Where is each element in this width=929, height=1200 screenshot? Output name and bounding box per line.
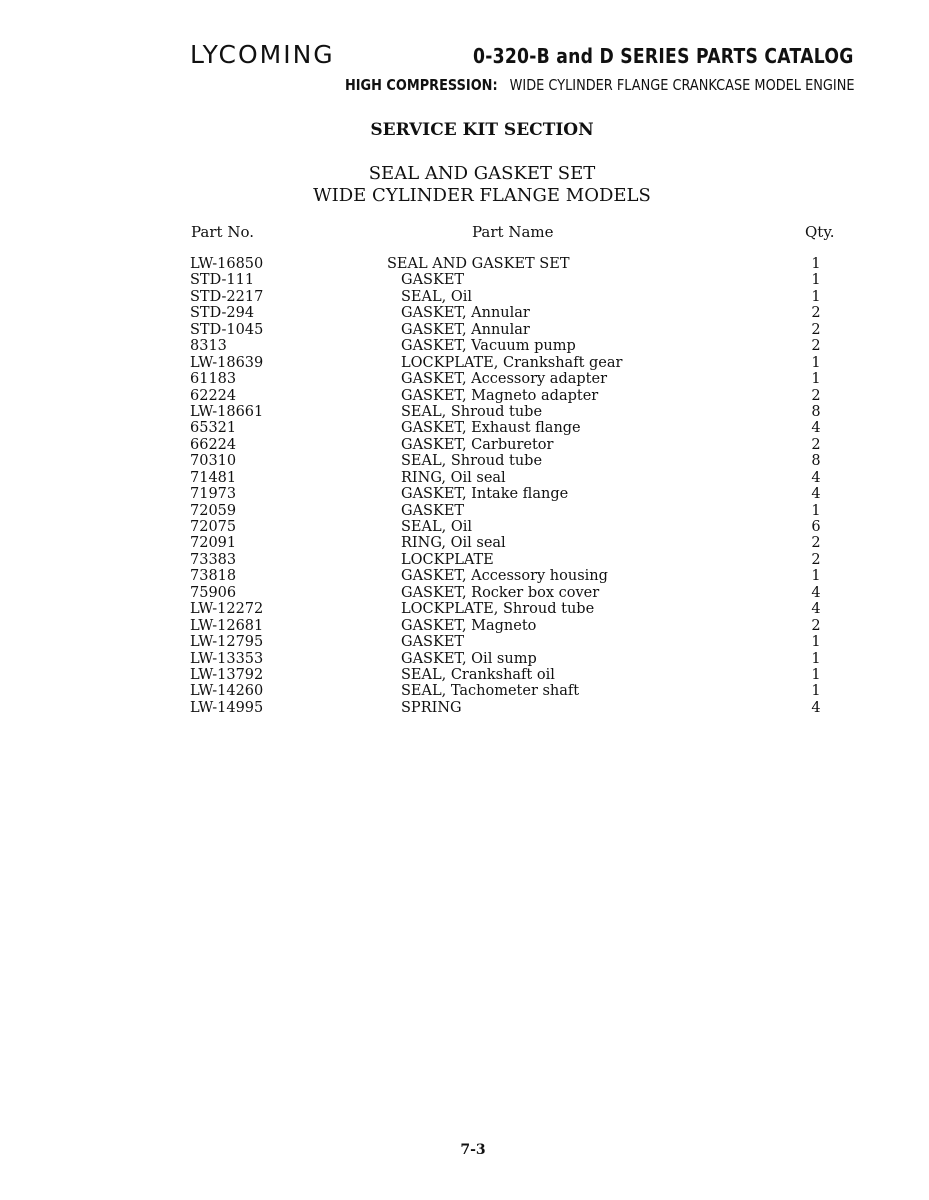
parts-row: [0, 322, 929, 338]
part-number-cell: LW-12795: [190, 634, 264, 651]
parts-row: [0, 289, 929, 305]
part-name-cell: GASKET: [401, 502, 465, 519]
brand-logo: LYCOMING: [190, 40, 335, 69]
quantity-cell: 1: [811, 272, 821, 289]
part-number-cell: LW-14995: [190, 699, 264, 716]
quantity-cell: 8: [811, 453, 821, 470]
parts-row: [0, 388, 929, 404]
part-number-cell: 61183: [190, 371, 237, 388]
part-name-cell: GASKET: [401, 272, 465, 289]
part-number-cell: 73818: [190, 568, 237, 585]
part-number-cell: LW-12681: [190, 617, 264, 634]
quantity-cell: 4: [811, 601, 821, 618]
part-number-cell: 72059: [190, 502, 237, 519]
parts-row: [0, 338, 929, 354]
quantity-cell: 2: [811, 551, 821, 568]
part-name-cell: SEAL, Oil: [401, 288, 472, 305]
part-name-cell: SEAL AND GASKET SET: [387, 256, 570, 272]
column-header-part-name: Part Name: [472, 223, 554, 241]
parts-row: [0, 634, 929, 650]
quantity-cell: 2: [811, 387, 821, 404]
column-header-part-no: Part No.: [191, 223, 254, 241]
part-number-cell: LW-18639: [190, 354, 264, 371]
quantity-cell: 4: [811, 584, 821, 601]
part-name-cell: GASKET, Annular: [401, 305, 530, 322]
part-name-cell: GASKET, Annular: [401, 321, 530, 338]
section-title: SERVICE KIT SECTION: [370, 120, 594, 140]
part-number-cell: LW-13353: [190, 650, 264, 667]
parts-row: [0, 470, 929, 486]
quantity-cell: 4: [811, 699, 821, 716]
part-name-cell: SEAL, Tachometer shaft: [401, 683, 580, 700]
part-number-cell: 72091: [190, 535, 237, 552]
parts-list: [0, 256, 929, 716]
part-name-cell: GASKET, Intake flange: [401, 486, 569, 503]
quantity-cell: 1: [811, 502, 821, 519]
subtitle-label: HIGH COMPRESSION:: [344, 76, 498, 94]
part-name-cell: SEAL, Shroud tube: [401, 403, 543, 420]
subtitle-text: WIDE CYLINDER FLANGE CRANKCASE MODEL ENGINE: [509, 76, 854, 94]
part-name-cell: SPRING: [401, 699, 462, 716]
part-name-cell: RING, Oil seal: [401, 469, 506, 486]
part-number-cell: LW-12272: [190, 601, 264, 618]
parts-row: [0, 601, 929, 617]
quantity-cell: 6: [811, 519, 821, 535]
catalog-title: 0-320-B and D SERIES PARTS CATALOG: [473, 44, 854, 68]
parts-row: [0, 585, 929, 601]
quantity-cell: 2: [811, 617, 821, 634]
part-number-cell: STD-1045: [190, 321, 264, 338]
part-number-cell: 75906: [190, 584, 237, 601]
parts-row: [0, 700, 929, 716]
part-name-cell: SEAL, Crankshaft oil: [401, 666, 555, 683]
part-name-cell: GASKET, Exhaust flange: [401, 420, 581, 437]
part-name-cell: GASKET, Magneto adapter: [401, 387, 599, 404]
part-number-cell: STD-111: [190, 272, 255, 289]
parts-row: [0, 519, 929, 535]
quantity-cell: 1: [811, 371, 821, 388]
quantity-cell: 4: [811, 486, 821, 503]
kit-heading: [0, 163, 929, 207]
part-number-cell: STD-2217: [190, 288, 264, 305]
parts-row: [0, 420, 929, 436]
parts-row: [0, 503, 929, 519]
quantity-cell: 1: [811, 683, 821, 700]
quantity-cell: 4: [811, 469, 821, 486]
quantity-cell: 2: [811, 535, 821, 552]
parts-row: [0, 667, 929, 683]
quantity-cell: 1: [811, 256, 821, 272]
part-name-cell: LOCKPLATE: [401, 551, 494, 568]
parts-row: [0, 355, 929, 371]
part-number-cell: 71481: [190, 469, 237, 486]
parts-row: [0, 683, 929, 699]
quantity-cell: 1: [811, 568, 821, 585]
catalog-subtitle: [344, 76, 854, 94]
column-header-qty: Qty.: [805, 223, 835, 241]
part-number-cell: 65321: [190, 420, 237, 437]
quantity-cell: 8: [811, 403, 821, 420]
parts-row: [0, 272, 929, 288]
parts-row: [0, 651, 929, 667]
part-number-cell: STD-294: [190, 305, 255, 322]
part-number-cell: 62224: [190, 387, 237, 404]
parts-row: [0, 453, 929, 469]
part-name-cell: SEAL, Shroud tube: [401, 453, 543, 470]
part-number-cell: LW-16850: [190, 256, 264, 272]
part-name-cell: GASKET, Accessory housing: [401, 568, 608, 585]
parts-row: [0, 568, 929, 584]
quantity-cell: 1: [811, 650, 821, 667]
parts-row: [0, 618, 929, 634]
part-number-cell: 71973: [190, 486, 237, 503]
parts-row: [0, 371, 929, 387]
part-number-cell: LW-14260: [190, 683, 264, 700]
part-name-cell: GASKET, Vacuum pump: [401, 338, 576, 355]
parts-row: [0, 437, 929, 453]
kit-heading-line1: SEAL AND GASKET SET: [368, 163, 596, 184]
quantity-cell: 1: [811, 354, 821, 371]
part-name-cell: SEAL, Oil: [401, 519, 472, 535]
part-number-cell: 73383: [190, 551, 237, 568]
part-name-cell: LOCKPLATE, Crankshaft gear: [401, 354, 623, 371]
parts-row: [0, 486, 929, 502]
part-number-cell: LW-18661: [190, 403, 264, 420]
parts-row: [0, 535, 929, 551]
part-name-cell: GASKET, Magneto: [401, 617, 537, 634]
part-number-cell: 72075: [190, 519, 237, 535]
part-number-cell: LW-13792: [190, 666, 264, 683]
part-name-cell: RING, Oil seal: [401, 535, 506, 552]
part-name-cell: GASKET, Oil sump: [401, 650, 537, 667]
part-number-cell: 8313: [190, 338, 227, 355]
parts-row: [0, 256, 929, 272]
parts-row: [0, 404, 929, 420]
part-name-cell: GASKET: [401, 634, 465, 651]
part-number-cell: 70310: [190, 453, 237, 470]
part-name-cell: GASKET, Accessory adapter: [401, 371, 607, 388]
quantity-cell: 4: [811, 420, 821, 437]
parts-row: [0, 552, 929, 568]
quantity-cell: 2: [811, 305, 821, 322]
page-number: 7-3: [460, 1142, 486, 1158]
quantity-cell: 2: [811, 436, 821, 453]
parts-row: [0, 305, 929, 321]
quantity-cell: 1: [811, 634, 821, 651]
quantity-cell: 2: [811, 338, 821, 355]
quantity-cell: 1: [811, 666, 821, 683]
part-name-cell: GASKET, Rocker box cover: [401, 584, 600, 601]
part-name-cell: GASKET, Carburetor: [401, 436, 554, 453]
part-number-cell: 66224: [190, 436, 237, 453]
quantity-cell: 1: [811, 288, 821, 305]
kit-heading-line2: WIDE CYLINDER FLANGE MODELS: [313, 185, 651, 206]
quantity-cell: 2: [811, 321, 821, 338]
part-name-cell: LOCKPLATE, Shroud tube: [401, 601, 595, 618]
